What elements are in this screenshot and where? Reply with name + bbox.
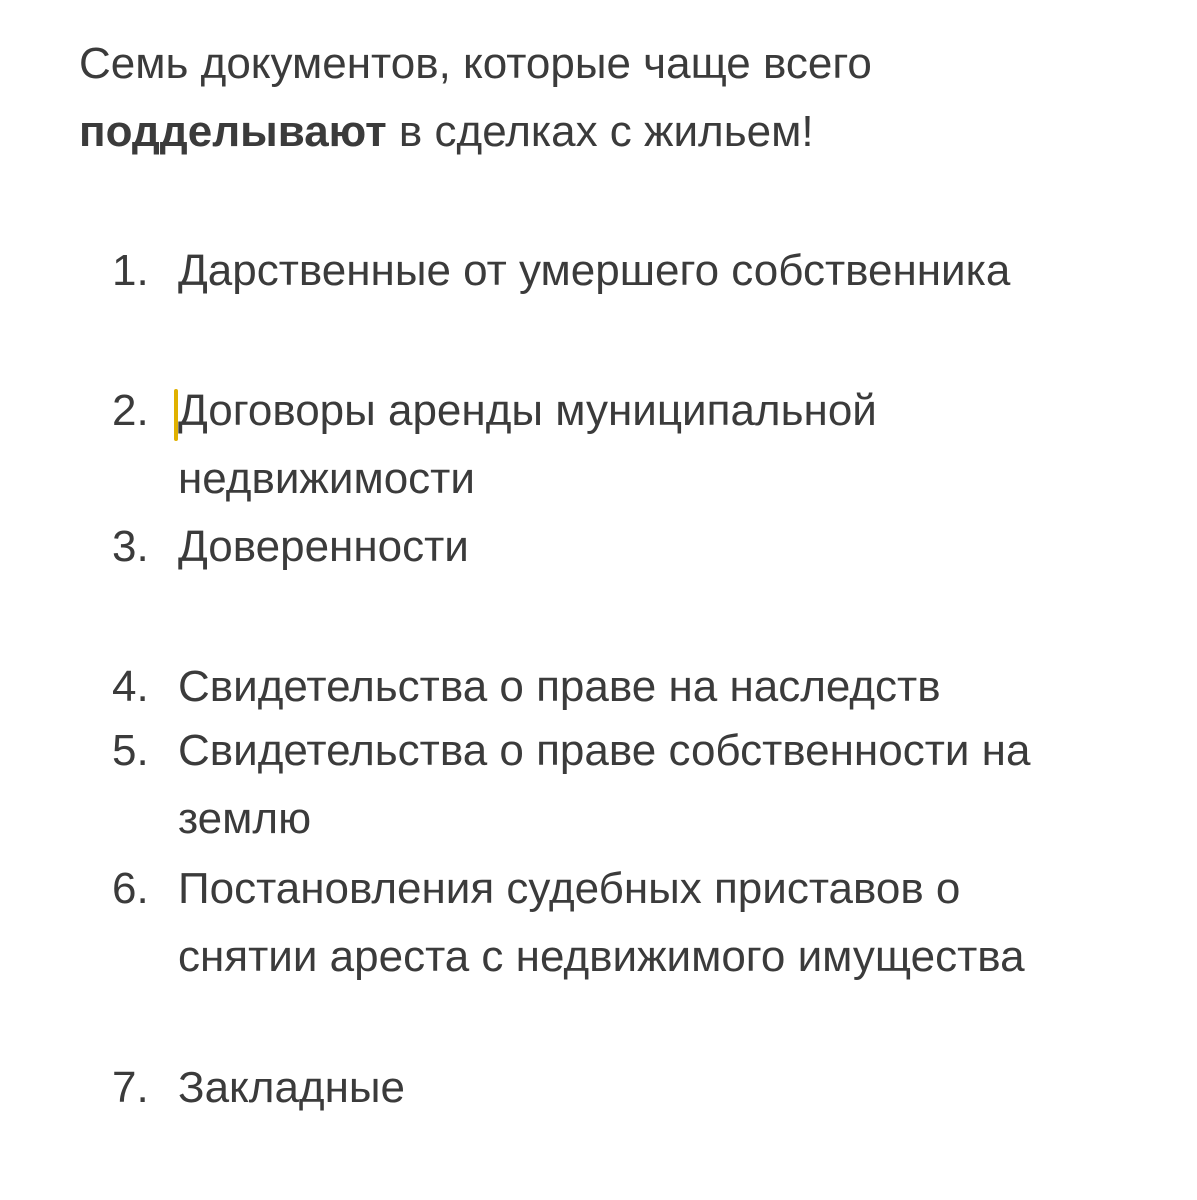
intro-bold-word: подделывают [79, 107, 387, 156]
intro-paragraph [79, 30, 1139, 166]
list-item-text: Постановления судебных приставов о снятии ареста с недвижимого имущества [178, 864, 1025, 981]
list-item-text: Закладные [178, 1063, 406, 1112]
list-number: 1. [112, 246, 149, 295]
list-item-text: Свидетельства о праве собственности на землю [178, 726, 1031, 843]
list-item-text: Доверенности [178, 522, 469, 571]
intro-text-start: Семь документов, которые чаще всего [79, 39, 872, 88]
list-number: 6. [112, 864, 149, 913]
list-number: 4. [112, 662, 149, 711]
list-number: 2. [112, 386, 149, 435]
list-item-text: Дарственные от умершего собственника [178, 246, 1011, 295]
intro-text-end: в сделках с жильем! [386, 107, 814, 156]
list-number: 3. [112, 522, 149, 571]
list-number: 7. [112, 1063, 149, 1112]
list-item-text: Договоры аренды муниципальной недвижимости [178, 386, 877, 503]
list-item-text: Свидетельства о праве на наследств [178, 662, 941, 711]
list-number: 5. [112, 726, 149, 775]
